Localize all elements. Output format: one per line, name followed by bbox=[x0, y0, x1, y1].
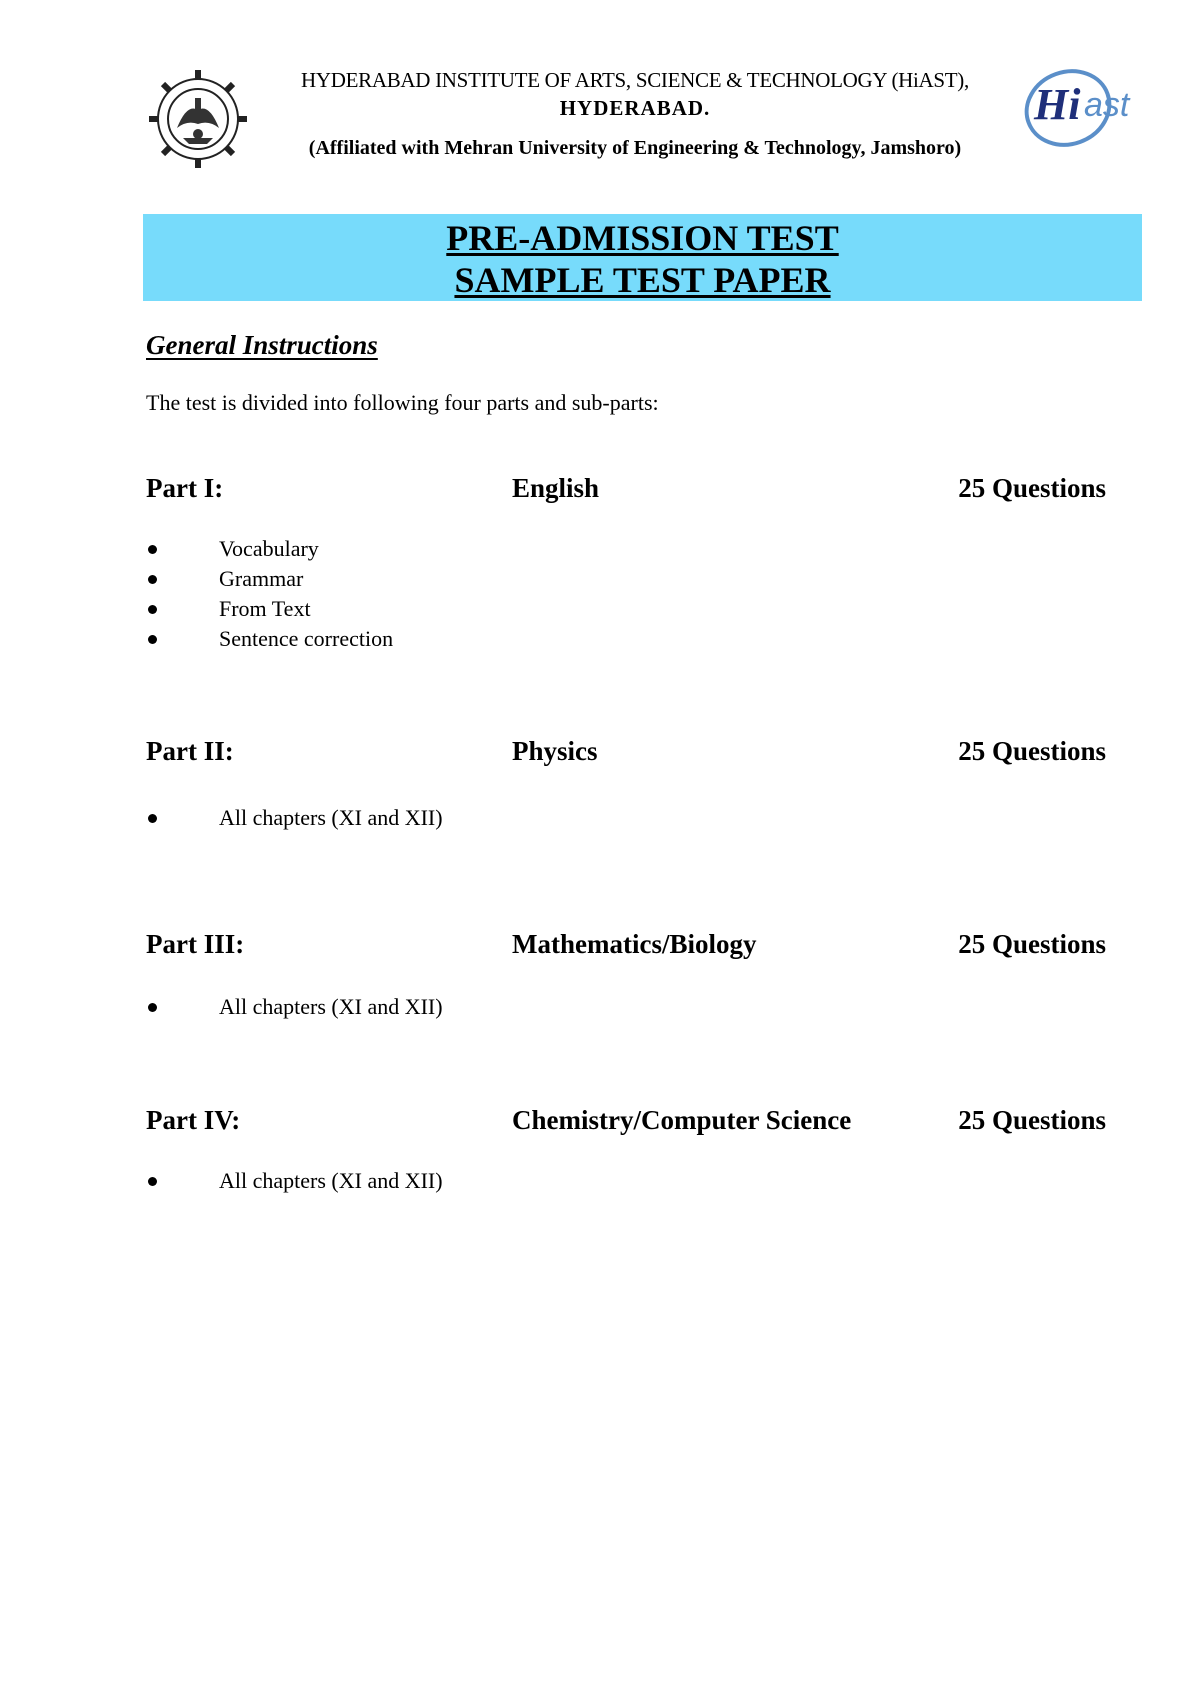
part-row bbox=[146, 929, 1106, 965]
list-item bbox=[146, 803, 846, 833]
title-line1: PRE-ADMISSION TEST bbox=[446, 218, 839, 258]
part-question-count: 25 Questions bbox=[958, 736, 1106, 766]
topic-list bbox=[146, 803, 846, 833]
affiliation-text: (Affiliated with Mehran University of Engineering & Technology, Jamshoro) bbox=[308, 137, 962, 159]
part-question-count: 25 Questions bbox=[958, 473, 1106, 503]
part-row bbox=[146, 736, 1106, 772]
part-subject: Physics bbox=[512, 736, 598, 766]
list-item bbox=[146, 624, 846, 654]
instructions-intro: The test is divided into following four parts and sub-parts: bbox=[146, 390, 659, 415]
bullet-icon bbox=[148, 575, 157, 584]
part-subject: Chemistry/Computer Science bbox=[512, 1105, 852, 1135]
topic-text: From Text bbox=[219, 596, 311, 621]
topic-list bbox=[146, 534, 846, 654]
part-row bbox=[146, 473, 1106, 509]
title-banner bbox=[143, 214, 1142, 301]
part-label: Part I: bbox=[146, 473, 224, 503]
list-item bbox=[146, 564, 846, 594]
topic-text: All chapters (XI and XII) bbox=[219, 805, 443, 830]
institute-name-line2: HYDERABAD. bbox=[559, 96, 711, 120]
part-question-count: 25 Questions bbox=[958, 1105, 1106, 1135]
part-label: Part II: bbox=[146, 736, 234, 766]
logo-ast-text: ast bbox=[1084, 86, 1130, 124]
bullet-icon bbox=[148, 1003, 157, 1012]
title-line2: SAMPLE TEST PAPER bbox=[454, 260, 831, 300]
topic-list bbox=[146, 1166, 846, 1196]
institute-name-line1: HYDERABAD INSTITUTE OF ARTS, SCIENCE & TECHNOLOGY (HiAST), bbox=[301, 68, 969, 92]
part-subject: English bbox=[512, 473, 600, 503]
topic-text: Grammar bbox=[219, 566, 304, 591]
part-label: Part III: bbox=[146, 929, 245, 959]
topic-text: Sentence correction bbox=[219, 626, 394, 651]
topic-text: All chapters (XI and XII) bbox=[219, 1168, 443, 1193]
bullet-icon bbox=[148, 545, 157, 554]
logo-hi-text: Hi bbox=[1034, 80, 1081, 129]
bullet-icon bbox=[148, 605, 157, 614]
institute-name bbox=[255, 66, 1015, 122]
topic-list bbox=[146, 992, 846, 1022]
institute-seal-logo bbox=[147, 68, 249, 170]
bullet-icon bbox=[148, 635, 157, 644]
hiast-logo bbox=[1016, 64, 1136, 152]
list-item bbox=[146, 1166, 846, 1196]
part-question-count: 25 Questions bbox=[958, 929, 1106, 959]
bullet-icon bbox=[148, 1177, 157, 1186]
part-row bbox=[146, 1105, 1106, 1141]
list-item bbox=[146, 594, 846, 624]
list-item bbox=[146, 992, 846, 1022]
part-subject: Mathematics/Biology bbox=[512, 929, 757, 959]
topic-text: Vocabulary bbox=[219, 536, 319, 561]
list-item bbox=[146, 534, 846, 564]
topic-text: All chapters (XI and XII) bbox=[219, 994, 443, 1019]
general-instructions-heading: General Instructions bbox=[146, 330, 378, 360]
part-label: Part IV: bbox=[146, 1105, 241, 1135]
bullet-icon bbox=[148, 814, 157, 823]
